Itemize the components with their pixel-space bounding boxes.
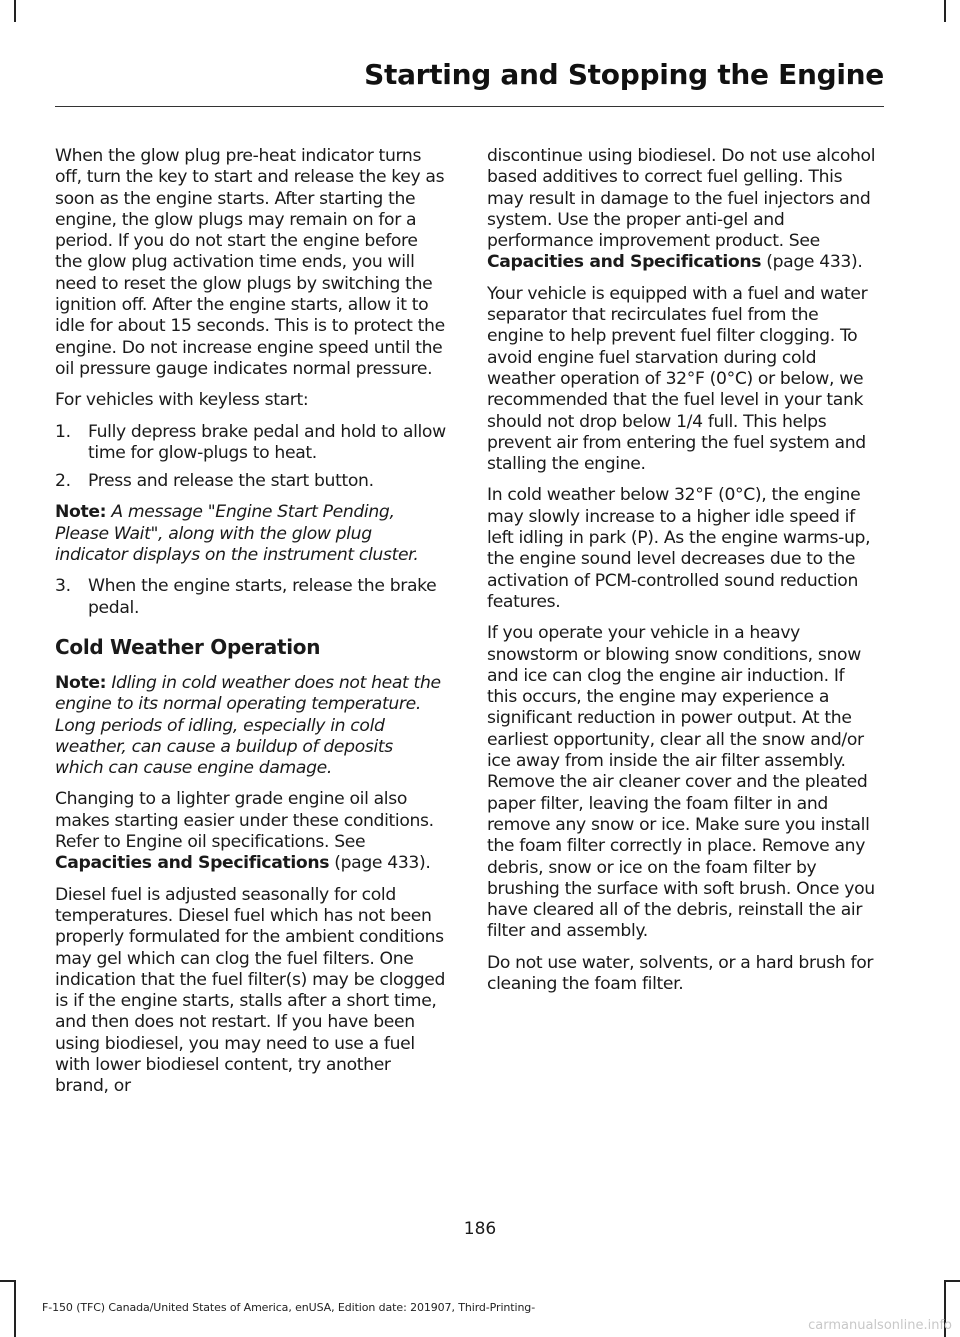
step-list bbox=[55, 422, 446, 493]
paragraph: When the glow plug pre-heat indicator turns off, turn the key to start and release the key as soon as the engine starts. After starting the engine, the glow plugs may remain on for a period. If you do not start the engine before the glow plug activation time ends, you will need to reset the glow plugs by switching the ignition off. After the engine starts, allow it to idle for about 15 seconds. This is to protect the engine. Do not increase engine speed until the oil pressure gauge indicates normal pressure. bbox=[55, 146, 445, 379]
step-number: 3. bbox=[55, 576, 71, 597]
watermark[interactable]: carmanualsonline.info bbox=[808, 1318, 952, 1333]
crop-mark-top-left-vertical bbox=[14, 0, 16, 22]
note-label: Note: bbox=[55, 672, 107, 693]
note-label: Note: bbox=[55, 502, 107, 523]
step-text: When the engine starts, release the brake pedal. bbox=[88, 576, 437, 618]
page-reference: (page 433). bbox=[766, 252, 863, 273]
paragraph: Diesel fuel is adjusted seasonally for cold temperatures. Diesel fuel which has not been properly formulated for the ambient conditions may gel which can clog the fuel filters. One indication that the fuel filter(s) may be clogged is if the engine starts, stalls after a short time, and then does not restart. If you have been using biodiesel, you may need to use a fuel with lower biodiesel content, try another brand, or bbox=[55, 884, 446, 1097]
crop-mark-bottom-left-horizontal bbox=[0, 1280, 16, 1282]
list-item bbox=[55, 422, 446, 465]
paragraph-text: Changing to a lighter grade engine oil also makes starting easier under these conditions. Refer to Engine oil specifications. See bbox=[55, 789, 434, 853]
paragraph: In cold weather below 32°F (0°C), the engine may slowly increase to a higher idle speed if left idling in park (P). As the engine warms-up, the engine sound level decreases due to the activation of PCM-controlled sound reduction features. bbox=[487, 485, 871, 612]
cross-reference-link[interactable]: Capacities and Specifications bbox=[487, 252, 762, 273]
step-number: 1. bbox=[55, 421, 71, 442]
note-text: A message "Engine Start Pending, Please Wait", along with the glow plug indicator displays on the instrument cluster. bbox=[55, 502, 419, 566]
step-text: Fully depress brake pedal and hold to allow time for glow-plugs to heat. bbox=[88, 421, 446, 463]
list-item bbox=[55, 576, 446, 619]
note bbox=[55, 502, 446, 566]
cross-reference-link[interactable]: Capacities and Specifications bbox=[55, 853, 330, 874]
page-title: Starting and Stopping the Engine bbox=[364, 58, 884, 91]
crop-mark-bottom-left-vertical bbox=[14, 1280, 16, 1337]
note-text: Idling in cold weather does not heat the engine to its normal operating temperature. Long periods of idling, especially in cold weather, can cause a buildup of deposits which can cause engine damage. bbox=[55, 672, 441, 779]
paragraph: Your vehicle is equipped with a fuel and water separator that recirculates fuel from the engine to help prevent fuel filter clogging. To avoid engine fuel starvation during cold weather operation of 32°F (0°C) or below, we recommended that the fuel level in your tank should not drop below 1/4 full. This helps prevent air from entering the fuel system and stalling the engine. bbox=[487, 283, 868, 475]
paragraph-text: discontinue using biodiesel. Do not use alcohol based additives to correct fuel gelling. This may result in damage to the fuel injectors and system. Use the proper anti-gel and performance improvement product. See bbox=[487, 146, 876, 252]
paragraph bbox=[487, 146, 878, 274]
paragraph: For vehicles with keyless start: bbox=[55, 390, 309, 411]
paragraph bbox=[55, 789, 446, 874]
crop-mark-top-right-vertical bbox=[944, 0, 946, 22]
page-reference: (page 433). bbox=[334, 853, 431, 874]
page-number: 186 bbox=[463, 1219, 497, 1239]
note bbox=[55, 673, 446, 779]
paragraph: If you operate your vehicle in a heavy snowstorm or blowing snow conditions, snow and ice can clog the engine air induction. If this occurs, the engine may experience a significant reduction in power output. At the earliest opportunity, clear all the snow and/or ice away from inside the air filter assembly. Remove the air cleaner cover and the pleated paper filter, leaving the foam filter in and remove any snow or ice. Make sure you install the foam filter correctly in place. Remove any debris, snow or ice on the foam filter by brushing the surface with soft brush. Once you have cleared all of the debris, reinstall the air filter and assembly. bbox=[487, 623, 875, 942]
left-column bbox=[55, 146, 446, 1108]
list-item bbox=[55, 471, 446, 492]
step-text: Press and release the start button. bbox=[88, 471, 374, 492]
crop-mark-bottom-right-horizontal bbox=[944, 1280, 960, 1282]
section-heading: Cold Weather Operation bbox=[55, 634, 321, 659]
paragraph: Do not use water, solvents, or a hard brush for cleaning the foam filter. bbox=[487, 952, 874, 994]
header-divider bbox=[55, 106, 884, 107]
step-number: 2. bbox=[55, 471, 71, 492]
right-column bbox=[487, 146, 878, 1005]
footer-edition-info: F-150 (TFC) Canada/United States of America, enUSA, Edition date: 201907, Third-Printing- bbox=[42, 1301, 536, 1314]
step-list bbox=[55, 576, 446, 619]
